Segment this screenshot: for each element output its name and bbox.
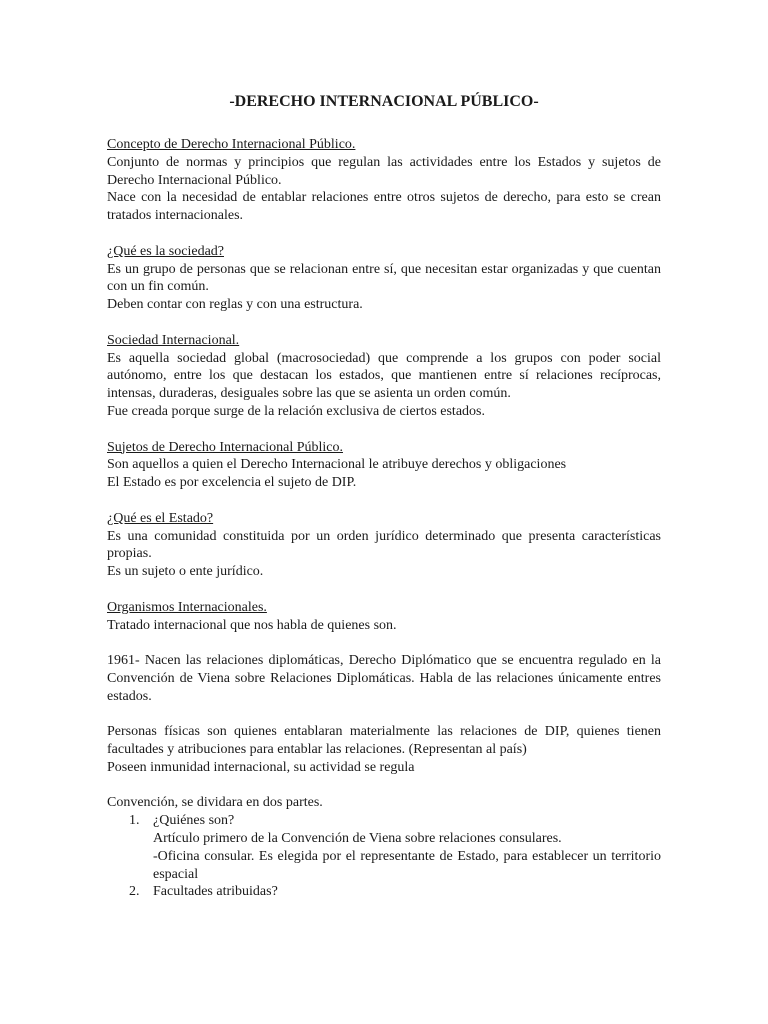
paragraph: Es aquella sociedad global (macrosociedad) que comprende a los grupos con poder social autónomo, entre los que destacan los estados, que mantienen entre sí relaciones recíprocas, intensas, duraderas, desiguales sobre las que se asienta un orden común. — [107, 350, 661, 402]
list-number: 2. — [129, 884, 140, 900]
section-estado — [107, 510, 661, 581]
paragraph: Es un grupo de personas que se relacionan entre sí, que necesitan estar organizadas y que cuentan con un fin común. — [107, 261, 661, 295]
list-number: 1. — [129, 813, 140, 829]
paragraph: Poseen inmunidad internacional, su actividad se regula — [107, 759, 415, 775]
list-line: -Oficina consular. Es elegida por el representante de Estado, para establecer un territorio espacial — [153, 848, 661, 882]
section-heading: Sociedad Internacional. — [107, 332, 240, 348]
section-concepto — [107, 136, 661, 225]
paragraph: El Estado es por excelencia el sujeto de DIP. — [107, 475, 357, 491]
paragraph: Convención, se dividara en dos partes. — [107, 795, 323, 811]
section-heading: ¿Qué es la sociedad? — [107, 243, 224, 259]
section-heading: Sujetos de Derecho Internacional Público. — [107, 439, 343, 455]
numbered-list — [107, 812, 661, 901]
paragraph: Fue creada porque surge de la relación exclusiva de ciertos estados. — [107, 403, 485, 419]
paragraph: Personas físicas son quienes entablaran materialmente las relaciones de DIP, quienes tienen facultades y atribuciones para entablar las relaciones. (Representan al país) — [107, 724, 661, 758]
paragraph: Tratado internacional que nos habla de quienes son. — [107, 617, 397, 633]
section-1961 — [107, 652, 661, 705]
list-line: ¿Quiénes son? — [153, 813, 235, 829]
section-sociedad — [107, 243, 661, 314]
list-item — [107, 812, 661, 883]
list-line: Facultades atribuidas? — [153, 884, 278, 900]
section-sociedad-internacional — [107, 332, 661, 421]
list-item — [107, 883, 661, 901]
section-convencion — [107, 794, 661, 901]
paragraph: Es un sujeto o ente jurídico. — [107, 564, 264, 580]
paragraph: Son aquellos a quien el Derecho Internacional le atribuye derechos y obligaciones — [107, 457, 567, 473]
paragraph: Conjunto de normas y principios que regulan las actividades entre los Estados y sujetos de Derecho Internacional Público. — [107, 154, 661, 188]
list-line: Artículo primero de la Convención de Viena sobre relaciones consulares. — [153, 831, 562, 847]
document-title: -DERECHO INTERNACIONAL PÚBLICO- — [229, 93, 539, 110]
section-organismos — [107, 599, 661, 635]
document-page — [107, 92, 661, 919]
paragraph: 1961- Nacen las relaciones diplomáticas, Derecho Diplómatico que se encuentra regulado en la Convención de Viena sobre Relaciones Diplomáticas. Habla de las relaciones únicamente entres estados. — [107, 653, 661, 704]
section-heading: Organismos Internacionales. — [107, 599, 267, 615]
paragraph: Deben contar con reglas y con una estructura. — [107, 297, 363, 313]
paragraph: Es una comunidad constituida por un orden jurídico determinado que presenta características propias. — [107, 528, 661, 562]
paragraph: Nace con la necesidad de entablar relaciones entre otros sujetos de derecho, para esto se crean tratados internacionales. — [107, 190, 661, 224]
section-personas — [107, 723, 661, 776]
section-sujetos — [107, 439, 661, 492]
section-heading: Concepto de Derecho Internacional Público. — [107, 137, 356, 152]
section-heading: ¿Qué es el Estado? — [107, 510, 214, 526]
